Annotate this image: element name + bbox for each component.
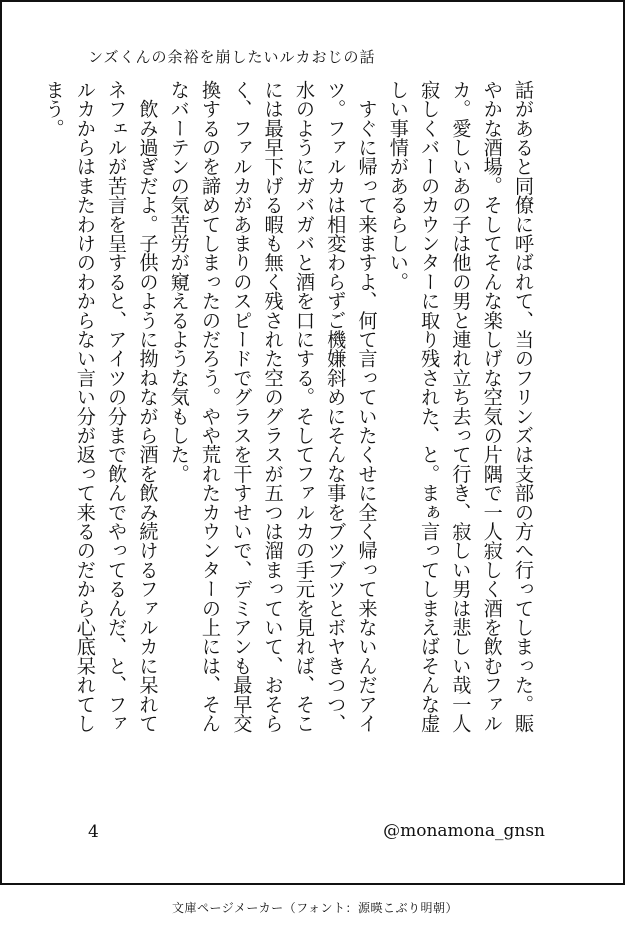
author-handle: @monamona_gnsn <box>383 821 545 841</box>
paragraph-3: 飲み過ぎだよ。子供のように拗ねながら酒を飲み続けるファルカに呆れてネフェルが苦言を呈すると、アイツの分まで飲んでやってるんだ、と、ファルカからはまたわけのわからない言い分が返って来るのだから心底呆れてしまう。 <box>42 80 160 733</box>
page-number: 4 <box>88 822 99 842</box>
generator-credit: 文庫ページメーカー（フォント：源暎こぶり明朝） <box>171 901 459 915</box>
running-header-title: ンズくんの余裕を崩したいルカおじの話 <box>88 48 376 66</box>
paragraph-1: 話があると同僚に呼ばれて、当のフリンズは支部の方へ行ってしまった。賑やかな酒場。そしてそんな楽しげな空気の片隅で一人寂しく酒を飲むファルカ。愛しいあの子は他の男と連れ立ち去って行き、寂しい男は悲しい哉一人寂しくバーのカウンターに取り残された、と。まぁ言ってしまえばそんな虚しい事情があるらしい。 <box>386 80 535 733</box>
paragraph-2: すぐに帰って来ますよ、何て言っていたくせに全く帰って来ないんだアイツ。ファルカは相変わらずご機嫌斜めにそんな事をブツブツとボヤきつつ、水のようにガバガバと酒を口にする。そしてファルカの手元を見れば、そこには最早下げる暇も無く残された空のグラスが五つは溜まっていて、おそらく、ファルカがあまりのスピードでグラスを干すせいで、デミアンも最早交換するのを諦めてしまったのだろう。やや荒れたカウンターの上には、そんなバーテンの気苦労が窺えるような気もした。 <box>167 80 379 733</box>
vertical-body-text <box>42 80 539 750</box>
